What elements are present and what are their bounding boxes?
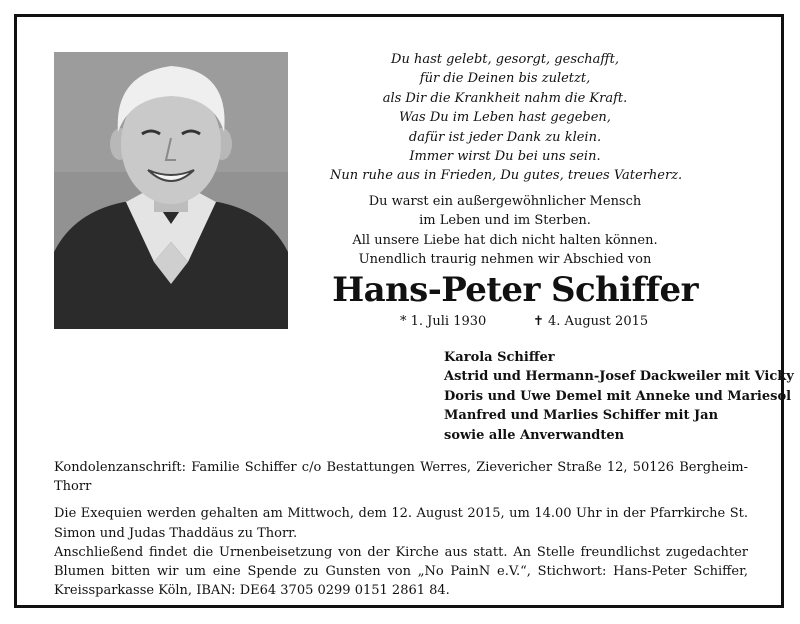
footer-info — [54, 458, 748, 600]
poem — [330, 50, 683, 186]
family-member: sowie alle Anverwandten — [444, 427, 625, 443]
poem-line: Du hast gelebt, gesorgt, geschafft, — [391, 52, 619, 67]
condolence-address: Kondolenzanschrift: Familie Schiffer c/o Bestattungen Werres, Zievericher Straße 12, 50126 Bergheim-Thorr — [54, 460, 748, 495]
tribute-text — [330, 192, 680, 270]
family-member: Karola Schiffer — [444, 350, 555, 365]
poem-line: für die Deinen bis zuletzt, — [419, 71, 591, 87]
tribute-line: All unsere Liebe hat dich nicht halten können. — [352, 232, 658, 248]
family-member: Manfred und Marlies Schiffer mit Jan — [444, 408, 719, 424]
portrait-image — [54, 52, 288, 329]
poem-line: Nun ruhe aus in Frieden, Du gutes, treues Vaterherz. — [330, 168, 683, 184]
family-member: Doris und Uwe Demel mit Anneke und Mariesol — [444, 388, 792, 404]
family-list — [444, 348, 794, 445]
urn-burial-text: Anschließend findet die Urnenbeisetzung von der Kirche aus statt. An Stelle freundlichst zugedachter Blumen bitten wir um eine Spende zu Gunsten von „No PainN e.V.“, Stichwort: Hans-Peter Schiffer, Kreissparkasse Köln, IBAN: DE64 3705 0299 0151 2861 84. — [54, 544, 748, 599]
family-member: Astrid und Hermann-Josef Dackweiler mit Vicky — [444, 369, 794, 385]
poem-line: Was Du im Leben hast gegeben, — [399, 110, 611, 126]
birth-date: * 1. Juli 1930 — [400, 314, 487, 329]
tribute-line: Unendlich traurig nehmen wir Abschied von — [358, 252, 652, 268]
tribute-line: Du warst ein außergewöhnlicher Mensch — [368, 194, 642, 209]
tribute-line: im Leben und im Sterben. — [419, 213, 591, 229]
portrait-photo — [54, 52, 288, 329]
funeral-service-text: Die Exequien werden gehalten am Mittwoch, dem 12. August 2015, um 14.00 Uhr in der Pfarrkirche St. Simon und Judas Thaddäus zu Thorr. — [54, 506, 748, 541]
deceased-name: Hans-Peter Schiffer — [332, 270, 698, 310]
poem-line: als Dir die Krankheit nahm die Kraft. — [382, 90, 628, 106]
poem-line: Immer wirst Du bei uns sein. — [409, 149, 601, 165]
poem-line: dafür ist jeder Dank zu klein. — [408, 129, 602, 145]
death-date: ✝ 4. August 2015 — [533, 314, 649, 329]
